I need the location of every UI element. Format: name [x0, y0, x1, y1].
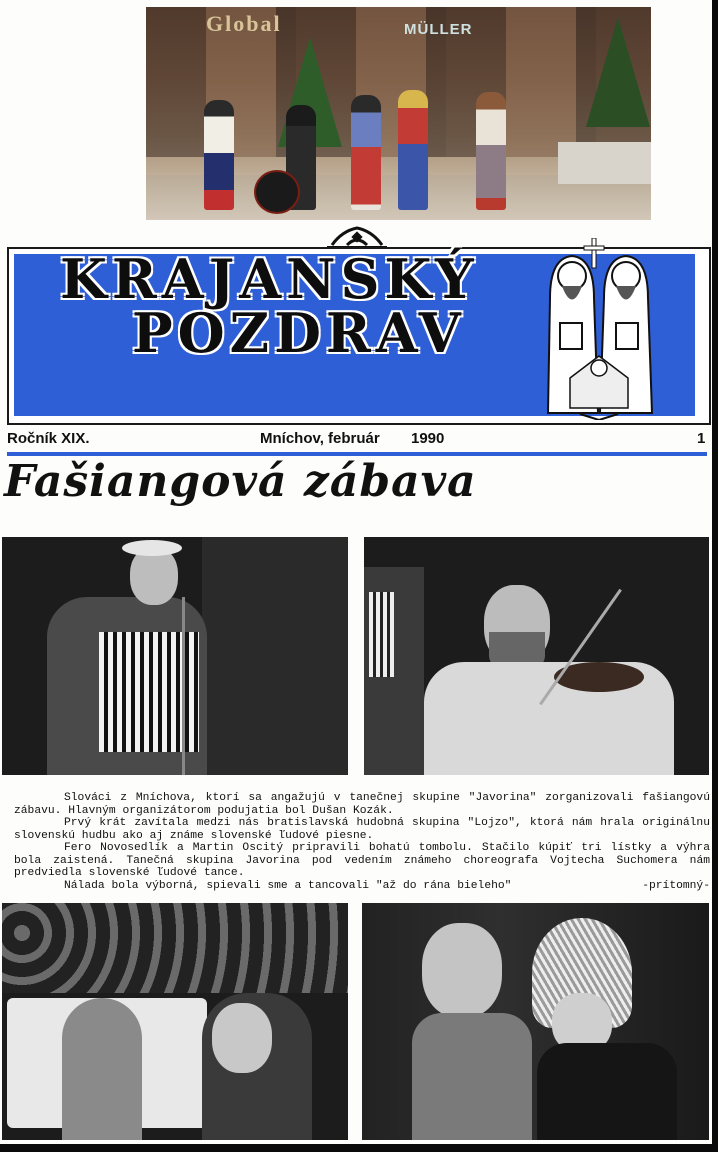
musician-mandolin: [351, 95, 381, 210]
store-sign-right: MÜLLER: [404, 21, 473, 38]
issue-year: 1990: [411, 430, 445, 447]
closing-line: [14, 880, 710, 893]
masthead-ornament-icon: [327, 225, 387, 249]
violinist-photo: [364, 537, 709, 775]
article-paragraph-1: Slováci z Mníchova, ktorí sa angažujú v tanečnej skupine "Javorina" zorganizovali fašiangovú zábavu. Hlavným organizátorom podujatia bol Dušan Kozák.: [14, 792, 710, 817]
saints-emblem-icon: [540, 238, 658, 420]
title-line-2: POZDRAV: [132, 301, 466, 365]
street-musicians-photo: [146, 7, 651, 220]
newsletter-title: [60, 247, 480, 365]
musician-accordion: [398, 90, 428, 210]
article-headline: Fašiangová zábava: [4, 456, 477, 507]
planter-box: [558, 142, 651, 184]
audience-photo: [2, 903, 348, 1140]
issue-info: [7, 430, 707, 450]
bass-drum: [254, 170, 300, 214]
title-line-1: KRAJANSKÝ: [60, 247, 479, 311]
musician-guitar: [204, 100, 234, 210]
dancers-photo: [362, 903, 709, 1140]
article-paragraph-4: Nálada bola výborná, spievali sme a tancovali "až do rána bieleho": [64, 879, 512, 892]
accordion-player-photo: [2, 537, 348, 775]
article-signature: -prítomný-: [642, 879, 710, 892]
christmas-tree-right: [586, 17, 650, 127]
article-paragraph-3: Fero Novosedlík a Martin Oscitý pripravili bohatú tombolu. Stačilo kúpiť tri lístky a výhra bola zaistená. Tanečná skupina Javorina pod vedením známeho choreografa Vojtecha Suchomera nám predviedla slovenské ľudové tance.: [14, 842, 710, 879]
place-date: Mníchov, február: [260, 430, 380, 447]
volume-label: Ročník XIX.: [7, 430, 90, 447]
article-body: [14, 792, 710, 892]
musician-violin: [476, 92, 506, 210]
store-sign-left: Global: [206, 11, 282, 36]
article-paragraph-2: Prvý krát zavítala medzi nás bratislavská hudobná skupina "Lojzo", ktorá nám hrala originálnu slovenskú hudbu ako aj známe slovenské ľudové piesne.: [14, 817, 710, 842]
page-number: 1: [697, 430, 706, 447]
